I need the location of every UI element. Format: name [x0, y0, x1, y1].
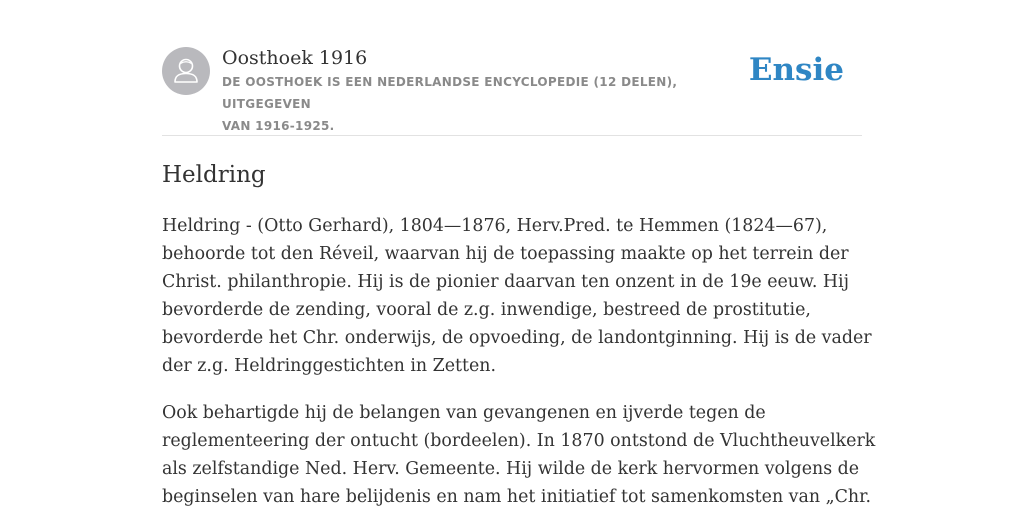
source-title[interactable]: Oosthoek 1916: [222, 47, 368, 69]
article-title: Heldring: [162, 162, 266, 188]
source-description-line: VAN 1916-1925.: [222, 119, 335, 133]
paragraph-line: bevorderde het Chr. onderwijs, de opvoeding, de landontginning. Hij is de vader: [162, 328, 872, 348]
source-header: [162, 40, 862, 136]
avatar[interactable]: [162, 47, 210, 95]
paragraph-line: reglementeering der ontucht (bordeelen). In 1870 ontstond de Vluchtheuvelkerk: [162, 431, 876, 451]
paragraph-line: der z.g. Heldringgestichten in Zetten.: [162, 356, 497, 376]
article-body: [162, 212, 876, 511]
paragraph-line: Ook behartigde hij de belangen van gevangenen en ijverde tegen de: [162, 403, 766, 423]
paragraph-line: als zelfstandige Ned. Herv. Gemeente. Hij wilde de kerk hervormen volgens de: [162, 459, 860, 479]
paragraph-line: Christ. philanthropie. Hij is de pionier daarvan ten onzent in de 19e eeuw. Hij: [162, 272, 849, 292]
header-divider: [162, 135, 862, 136]
paragraph-line: beginselen van hare belijdenis en nam het initiatief tot samenkomsten van „Chr.: [162, 487, 872, 507]
source-description: [222, 71, 762, 137]
ensie-logo[interactable]: Ensie: [748, 52, 844, 88]
article-paragraph: [162, 212, 872, 380]
paragraph-line: behoorde tot den Réveil, waarvan hij de toepassing maakte op het terrein der: [162, 244, 849, 264]
source-description-line: DE OOSTHOEK IS EEN NEDERLANDSE ENCYCLOPEDIE (12 DELEN), UITGEGEVEN: [222, 75, 678, 111]
user-icon: [162, 47, 210, 95]
article-paragraph: [162, 399, 876, 511]
article: [162, 156, 876, 512]
paragraph-line: bevorderde de zending, vooral de z.g. inwendige, bestreed de prostitutie,: [162, 300, 811, 320]
paragraph-line: Heldring - (Otto Gerhard), 1804—1876, Herv.Pred. te Hemmen (1824—67),: [162, 216, 828, 236]
